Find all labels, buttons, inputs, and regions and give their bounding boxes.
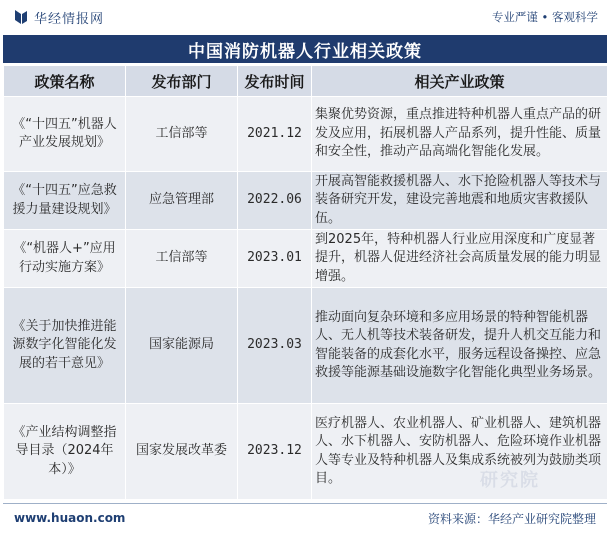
footer xyxy=(0,506,610,530)
table-row xyxy=(4,172,608,230)
watermark: 研究院 xyxy=(480,470,540,491)
top-header xyxy=(0,0,610,34)
table-header-row xyxy=(4,66,608,97)
policy-description-cell: 医疗机器人、农业机器人、矿业机器人、建筑机器人、水下机器人、安防机器人、危险环境作业机器人等专业及特种机器人及集成系统被列为鼓励类项目。 xyxy=(312,404,608,500)
policy-name-cell: 《关于加快推进能源数字化智能化发展的若干意见》 xyxy=(4,288,126,404)
policy-name-cell: 《产业结构调整指导目录（2024年本）》 xyxy=(4,404,126,500)
column-header-policy-name: 政策名称 xyxy=(4,66,126,97)
huajing-logo-icon xyxy=(14,9,28,25)
footer-divider xyxy=(3,503,607,504)
policy-description-cell: 开展高智能救援机器人、水下抢险机器人等技术与装备研究开发，建设完善地震和地质灾害救援队伍。 xyxy=(312,172,608,230)
date-cell: 2021.12 xyxy=(238,97,312,172)
brand xyxy=(14,8,104,27)
source-note: 资料来源：华经产业研究院整理 xyxy=(427,511,596,526)
page-title: 中国消防机器人行业相关政策 xyxy=(3,35,607,63)
date-cell: 2022.06 xyxy=(238,172,312,230)
column-header-department: 发布部门 xyxy=(126,66,238,97)
department-cell: 工信部等 xyxy=(126,97,238,172)
department-cell: 应急管理部 xyxy=(126,172,238,230)
table-row xyxy=(4,230,608,288)
department-cell: 工信部等 xyxy=(126,230,238,288)
brand-name: 华经情报网 xyxy=(34,11,105,27)
policy-table xyxy=(3,65,608,500)
department-cell: 国家发展改革委 xyxy=(126,404,238,500)
table-row xyxy=(4,288,608,404)
date-cell: 2023.03 xyxy=(238,288,312,404)
column-header-date: 发布时间 xyxy=(238,66,312,97)
date-cell: 2023.01 xyxy=(238,230,312,288)
policy-description-cell: 到2025年，特种机器人行业应用深度和广度显著提升，机器人促进经济社会高质量发展的能力明显增强。 xyxy=(312,230,608,288)
policy-name-cell: 《“机器人+”应用行动实施方案》 xyxy=(4,230,126,288)
policy-description-cell: 推动面向复杂环境和多应用场景的特种智能机器人、无人机等技术装备研发，提升人机交互能力和智能装备的成套化水平，服务远程设备操控、应急救援等能源基础设施数字化智能化典型业务场景。 xyxy=(312,288,608,404)
date-cell: 2023.12 xyxy=(238,404,312,500)
policy-name-cell: 《“十四五”机器人产业发展规划》 xyxy=(4,97,126,172)
table-row xyxy=(4,97,608,172)
slogan: 专业严谨 • 客观科学 xyxy=(491,10,598,24)
department-cell: 国家能源局 xyxy=(126,288,238,404)
column-header-related-policy: 相关产业政策 xyxy=(312,66,608,97)
policy-name-cell: 《“十四五”应急救援力量建设规划》 xyxy=(4,172,126,230)
policy-description-cell: 集聚优势资源，重点推进特种机器人重点产品的研发及应用，拓展机器人产品系列，提升性能、质量和安全性，推动产品高端化智能化发展。 xyxy=(312,97,608,172)
website-link[interactable]: www.huaon.com xyxy=(14,511,126,525)
